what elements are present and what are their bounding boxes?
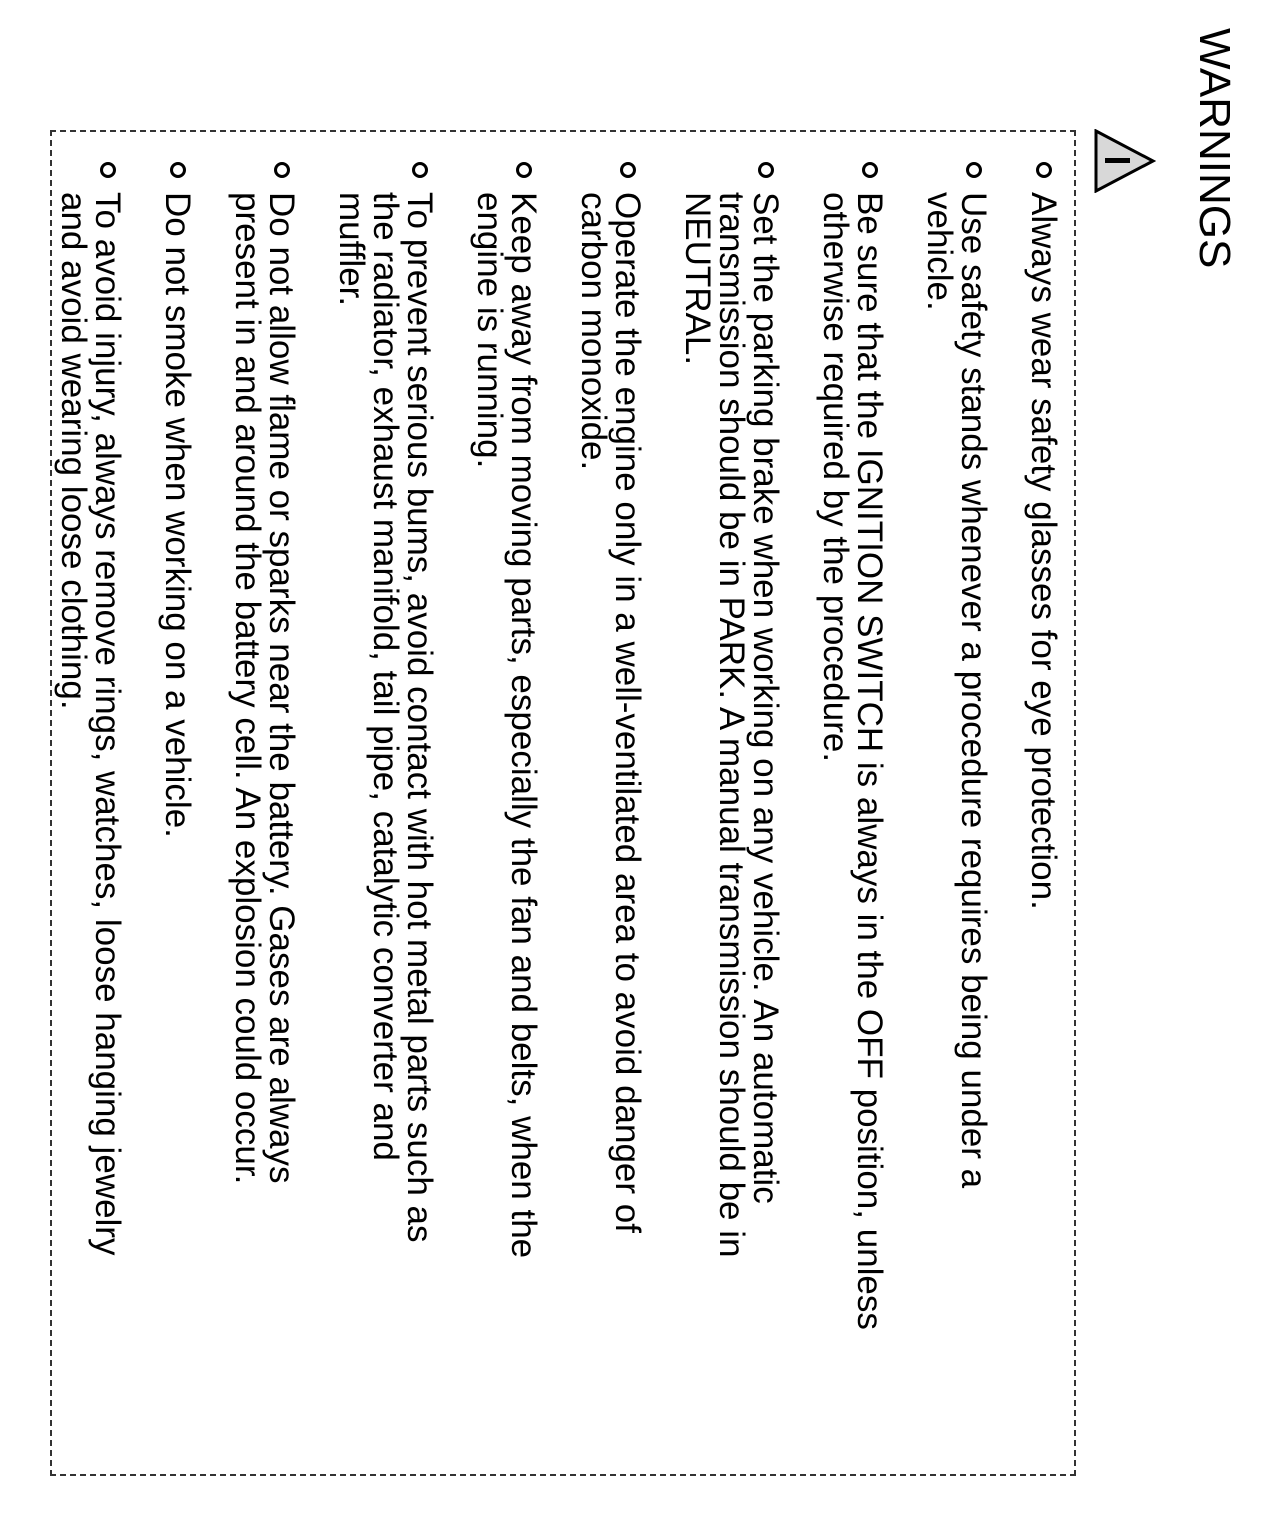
warning-item: To prevent serious bums, avoid contact with hot metal parts such as the radiator, exhaust manifold, tail pipe, catalytic converter and muffler.	[334, 160, 436, 1460]
warning-item: Operate the engine only in a well-ventilated area to avoid danger of carbon monoxide.	[576, 160, 644, 1460]
warning-item: Be sure that the IGNITION SWITCH is always in the OFF position, unless otherwise required by the procedure.	[818, 160, 886, 1460]
warning-item: Keep away from moving parts, especially the fan and belts, when the engine is running.	[472, 160, 540, 1460]
warning-item: To avoid injury, always remove rings, watches, loose hanging jewelry and avoid wearing loose clothing.	[56, 160, 124, 1460]
warning-item: Do not allow flame or sparks near the battery. Gases are always present in and around the battery cell. An explosion could occur.	[230, 160, 298, 1460]
warning-item: Use safety stands whenever a procedure requires being under a vehicle.	[922, 160, 990, 1460]
warnings-title: WARNINGS	[1190, 28, 1239, 269]
warning-item: Do not smoke when working on a vehicle.	[160, 160, 194, 1460]
warning-triangle-icon	[1094, 129, 1156, 193]
warning-item: Set the parking brake when working on any vehicle. An automatic transmission should be in PARK. A manual transmission should be in NEUTRAL.	[680, 160, 782, 1460]
warning-item: Always wear safety glasses for eye protection.	[1026, 160, 1060, 1460]
warnings-list	[54, 160, 1063, 1460]
